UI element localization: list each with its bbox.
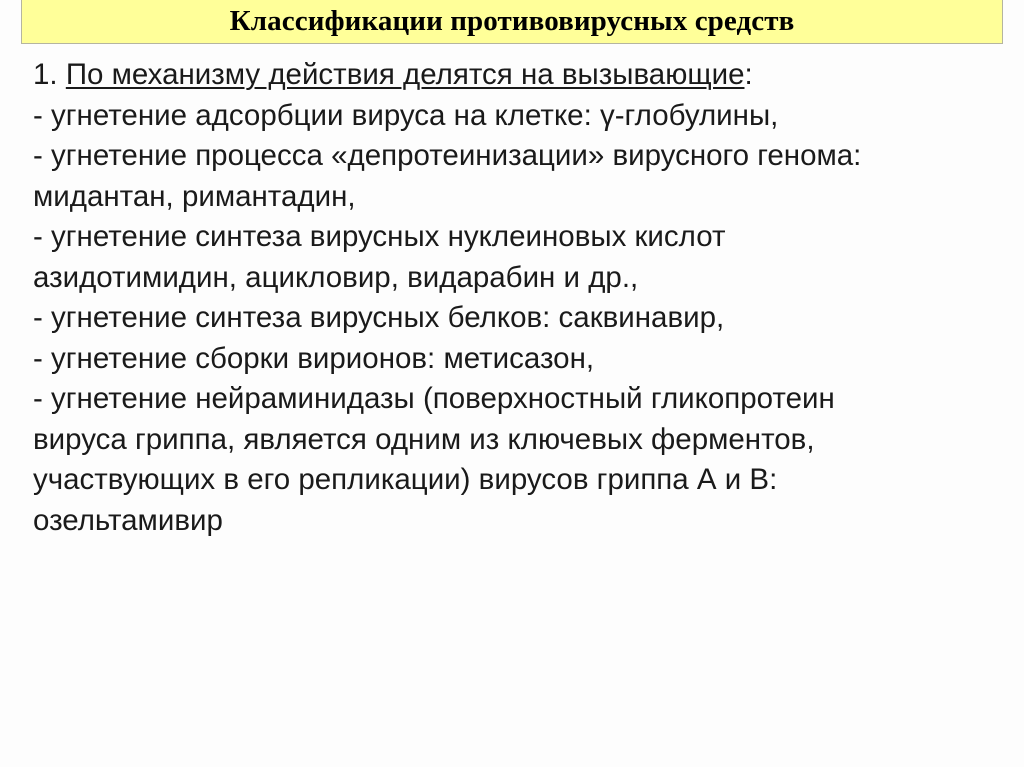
body-line-3: мидантан, римантадин, (33, 179, 356, 213)
slide-title: Классификации противовирусных средств (229, 5, 795, 37)
body-line-5: азидотимидин, ацикловир, видарабин и др., (33, 260, 639, 294)
body-line-10: участвующих в его репликации) вирусов гриппа А и В: (33, 463, 778, 496)
body-line-1: - угнетение адсорбции вируса на клетке: γ-глобулины, (33, 98, 779, 132)
heading-line (33, 55, 993, 96)
body-line-11: озельтамивир (33, 503, 223, 537)
heading-number: 1. (33, 58, 66, 91)
body-line-8: - угнетение нейраминидазы (поверхностный гликопротеин (33, 382, 835, 415)
body-line-6: - угнетение синтеза вирусных белков: саквинавир, (33, 301, 725, 334)
title-bar (21, 0, 1003, 44)
body-line-7: - угнетение сборки вирионов: метисазон, (33, 341, 595, 375)
heading-underlined-text: По механизму действия делятся на вызывающие (65, 58, 745, 91)
body-line-4: - угнетение синтеза вирусных нуклеиновых кислот (33, 220, 726, 253)
body-line-2: - угнетение процесса «депротеинизации» вирусного генома: (33, 139, 862, 172)
body-line-9: вируса гриппа, является одним из ключевых ферментов, (33, 422, 815, 456)
heading-colon: : (744, 58, 753, 91)
slide-body (33, 55, 993, 541)
